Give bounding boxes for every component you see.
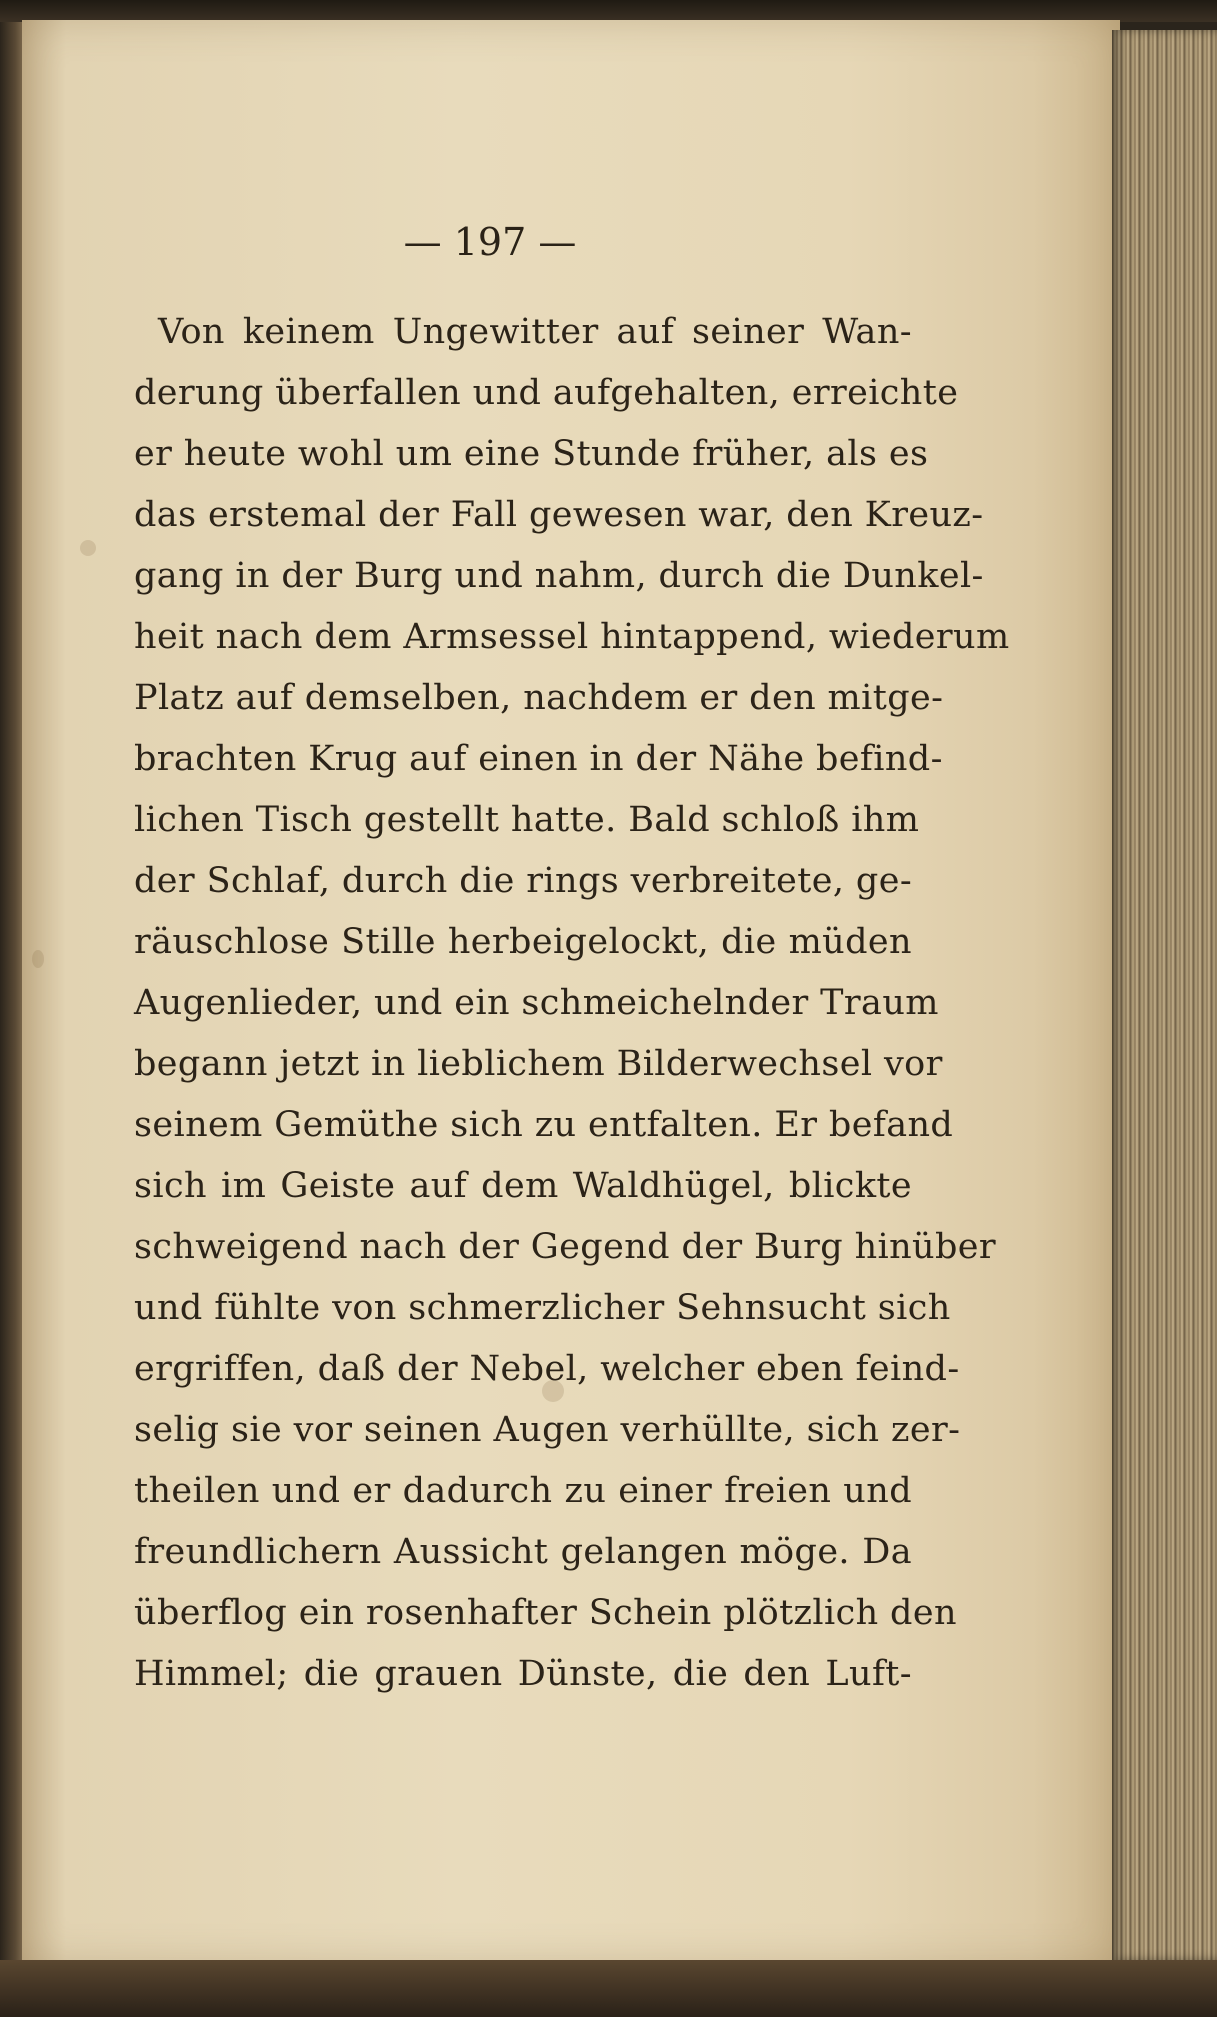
text-line: derung überfallen und aufgehalten, erreichte bbox=[134, 373, 959, 413]
text-line: und fühlte von schmerzlicher Sehnsucht sich bbox=[134, 1288, 951, 1328]
book-binding-top bbox=[0, 0, 1217, 22]
paper-stain bbox=[80, 540, 96, 556]
body-text bbox=[134, 302, 1010, 1705]
text-line: der Schlaf, durch die rings verbreitete, ge- bbox=[134, 861, 913, 901]
text-line: Platz auf demselben, nachdem er den mitge- bbox=[134, 678, 944, 718]
text-line: gang in der Burg und nahm, durch die Dunkel- bbox=[134, 556, 984, 596]
text-line: selig sie vor seinen Augen verhüllte, sich zer- bbox=[134, 1410, 961, 1450]
text-line: lichen Tisch gestellt hatte. Bald schloß ihm bbox=[134, 800, 920, 840]
text-line: schweigend nach der Gegend der Burg hinüber bbox=[134, 1227, 997, 1267]
page-number-header: — 197 — bbox=[403, 220, 577, 264]
text-line: ergriffen, daß der Nebel, welcher eben feind- bbox=[134, 1349, 960, 1389]
page-stack-edge bbox=[1112, 30, 1217, 1960]
text-line: brachten Krug auf einen in der Nähe befind- bbox=[134, 739, 943, 779]
text-line: das erstemal der Fall gewesen war, den Kreuz- bbox=[134, 495, 984, 535]
text-line: Von keinem Ungewitter auf seiner Wan- bbox=[158, 312, 912, 352]
text-line: Augenlieder, und ein schmeichelnder Traum bbox=[134, 983, 939, 1023]
book-bottom-edge bbox=[0, 1960, 1217, 2017]
text-line: freundlichern Aussicht gelangen möge. Da bbox=[134, 1532, 912, 1572]
text-line: sich im Geiste auf dem Waldhügel, blickte bbox=[134, 1166, 912, 1206]
text-line: Himmel; die grauen Dünste, die den Luft- bbox=[134, 1654, 912, 1694]
text-line: räuschlose Stille herbeigelockt, die müden bbox=[134, 922, 912, 962]
text-line: theilen und er dadurch zu einer freien und bbox=[134, 1471, 912, 1511]
text-line: überflog ein rosenhafter Schein plötzlich den bbox=[134, 1593, 957, 1633]
text-line: seinem Gemüthe sich zu entfalten. Er befand bbox=[134, 1105, 954, 1145]
text-line: heit nach dem Armsessel hintappend, wiederum bbox=[134, 617, 1010, 657]
text-line: er heute wohl um eine Stunde früher, als es bbox=[134, 434, 929, 474]
paper-stain bbox=[32, 950, 44, 968]
text-line: begann jetzt in lieblichem Bilderwechsel vor bbox=[134, 1044, 943, 1084]
